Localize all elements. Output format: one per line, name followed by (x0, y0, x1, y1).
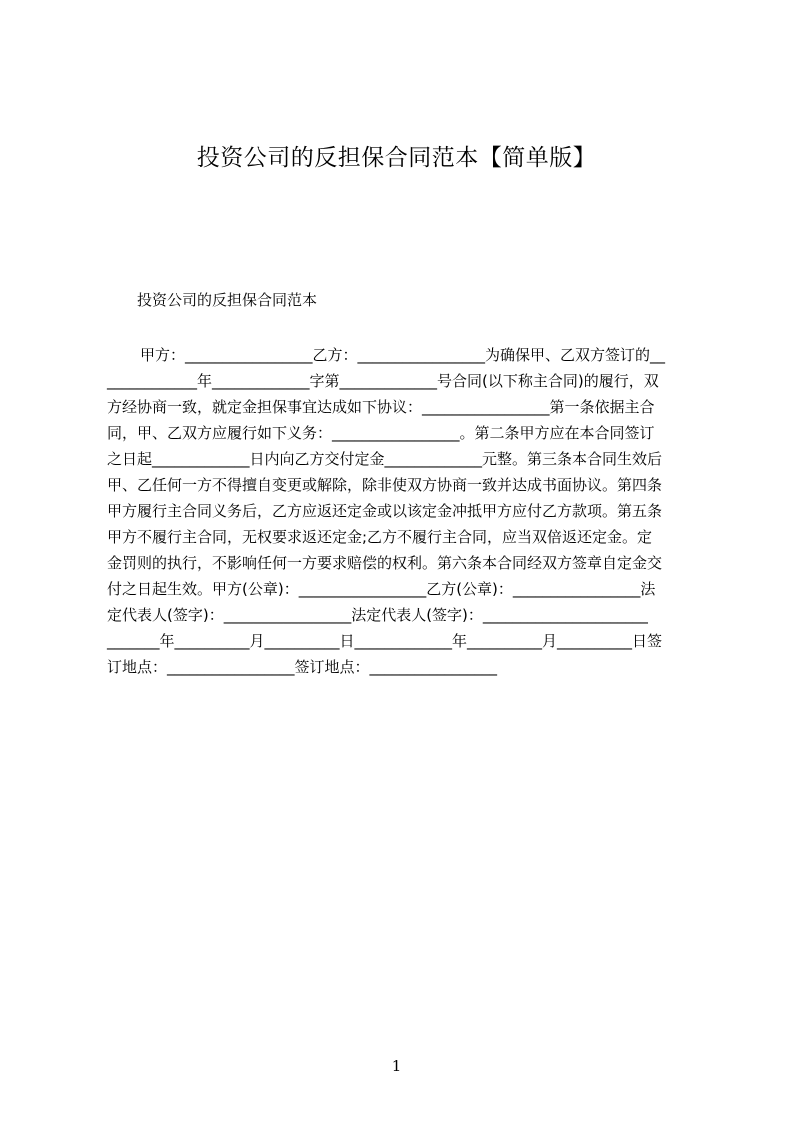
body-line-11: 定代表人(签字)：_________________法定代表人(签字)：______________________ (107, 606, 648, 624)
body-line-10: 付之日起生效。甲方(公章)：_________________乙方(公章)：_________________法 (107, 580, 656, 598)
body-line-4: 同，甲、乙双方应履行如下义务：_________________。第二条甲方应在本合同签订 (107, 424, 655, 442)
body-line-8: 甲方不履行主合同，无权要求返还定金;乙方不履行主合同，应当双倍返还定金。定 (107, 528, 653, 546)
body-line-5: 之日起_____________日内向乙方交付定金_____________元整。第三条本合同生效后 (107, 450, 663, 468)
body-line-2: ____________年_____________字第_____________号合同(以下称主合同)的履行，双 (107, 372, 659, 390)
body-line-3: 方经协商一致，就定金担保事宜达成如下协议：_________________第一条依据主合 (107, 398, 655, 416)
body-line-9: 金罚则的执行，不影响任何一方要求赔偿的权利。第六条本合同经双方签章自定金交 (107, 554, 663, 572)
contract-body (107, 342, 699, 680)
body-line-13: 订地点：_________________签订地点：_________________ (107, 658, 498, 676)
body-line-6: 甲、乙任何一方不得擅自变更或解除，除非使双方协商一致并达成书面协议。第四条 (107, 476, 663, 494)
body-line-12: _______年__________月__________日_____________年__________月__________日签 (107, 632, 663, 650)
page-number: 1 (391, 1057, 402, 1075)
document-subtitle: 投资公司的反担保合同范本 (137, 291, 318, 309)
document-title: 投资公司的反担保合同范本【简单版】 (196, 145, 597, 171)
body-line-1: 甲方：_________________乙方：_________________为确保甲、乙双方签订的__ (140, 346, 666, 364)
body-line-7: 甲方履行主合同义务后，乙方应返还定金或以该定金冲抵甲方应付乙方款项。第五条 (107, 502, 663, 520)
